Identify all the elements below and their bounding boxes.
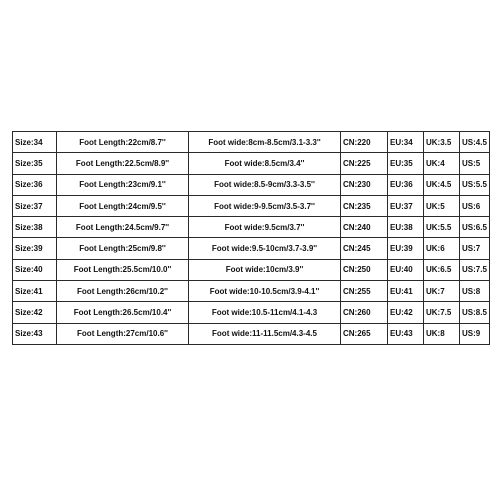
- foot-width-cell: Foot wide:10.5-11cm/4.1-4.3: [189, 302, 341, 323]
- eu-size-cell: EU:34: [388, 132, 424, 153]
- uk-size-cell: UK:5: [424, 195, 460, 216]
- uk-size-cell: UK:4.5: [424, 174, 460, 195]
- cn-size-cell: CN:235: [341, 195, 388, 216]
- us-size-cell: US:7.5: [460, 259, 490, 280]
- us-size-cell: US:4.5: [460, 132, 490, 153]
- uk-size-cell: UK:8: [424, 323, 460, 344]
- eu-size-cell: EU:38: [388, 217, 424, 238]
- table-row: [13, 195, 490, 216]
- foot-width-cell: Foot wide:9.5cm/3.7'': [189, 217, 341, 238]
- us-size-cell: US:8: [460, 281, 490, 302]
- us-size-cell: US:6: [460, 195, 490, 216]
- foot-width-cell: Foot wide:10-10.5cm/3.9-4.1'': [189, 281, 341, 302]
- foot-width-cell: Foot wide:8cm-8.5cm/3.1-3.3'': [189, 132, 341, 153]
- foot-width-cell: Foot wide:10cm/3.9'': [189, 259, 341, 280]
- foot-width-cell: Foot wide:8.5-9cm/3.3-3.5'': [189, 174, 341, 195]
- foot-width-cell: Foot wide:11-11.5cm/4.3-4.5: [189, 323, 341, 344]
- eu-size-cell: EU:42: [388, 302, 424, 323]
- size-cell: Size:34: [13, 132, 57, 153]
- size-cell: Size:35: [13, 153, 57, 174]
- foot-width-cell: Foot wide:9.5-10cm/3.7-3.9'': [189, 238, 341, 259]
- foot-length-cell: Foot Length:22.5cm/8.9'': [57, 153, 189, 174]
- size-cell: Size:42: [13, 302, 57, 323]
- cn-size-cell: CN:265: [341, 323, 388, 344]
- size-cell: Size:43: [13, 323, 57, 344]
- table-row: [13, 281, 490, 302]
- uk-size-cell: UK:5.5: [424, 217, 460, 238]
- table-row: [13, 217, 490, 238]
- size-chart-body: [13, 132, 490, 345]
- table-row: [13, 153, 490, 174]
- foot-length-cell: Foot Length:24cm/9.5'': [57, 195, 189, 216]
- us-size-cell: US:7: [460, 238, 490, 259]
- table-row: [13, 132, 490, 153]
- cn-size-cell: CN:245: [341, 238, 388, 259]
- cn-size-cell: CN:230: [341, 174, 388, 195]
- us-size-cell: US:8.5: [460, 302, 490, 323]
- cn-size-cell: CN:250: [341, 259, 388, 280]
- size-cell: Size:41: [13, 281, 57, 302]
- size-chart-table: [12, 131, 490, 345]
- uk-size-cell: UK:7.5: [424, 302, 460, 323]
- eu-size-cell: EU:35: [388, 153, 424, 174]
- size-cell: Size:36: [13, 174, 57, 195]
- size-cell: Size:37: [13, 195, 57, 216]
- cn-size-cell: CN:225: [341, 153, 388, 174]
- foot-length-cell: Foot Length:23cm/9.1'': [57, 174, 189, 195]
- table-row: [13, 323, 490, 344]
- uk-size-cell: UK:4: [424, 153, 460, 174]
- foot-width-cell: Foot wide:9-9.5cm/3.5-3.7'': [189, 195, 341, 216]
- us-size-cell: US:9: [460, 323, 490, 344]
- foot-length-cell: Foot Length:26cm/10.2'': [57, 281, 189, 302]
- foot-length-cell: Foot Length:27cm/10.6'': [57, 323, 189, 344]
- eu-size-cell: EU:37: [388, 195, 424, 216]
- size-cell: Size:40: [13, 259, 57, 280]
- cn-size-cell: CN:220: [341, 132, 388, 153]
- uk-size-cell: UK:6: [424, 238, 460, 259]
- table-row: [13, 174, 490, 195]
- size-cell: Size:39: [13, 238, 57, 259]
- foot-length-cell: Foot Length:24.5cm/9.7'': [57, 217, 189, 238]
- us-size-cell: US:6.5: [460, 217, 490, 238]
- eu-size-cell: EU:39: [388, 238, 424, 259]
- foot-width-cell: Foot wide:8.5cm/3.4'': [189, 153, 341, 174]
- cn-size-cell: CN:260: [341, 302, 388, 323]
- eu-size-cell: EU:40: [388, 259, 424, 280]
- table-row: [13, 259, 490, 280]
- foot-length-cell: Foot Length:25.5cm/10.0'': [57, 259, 189, 280]
- us-size-cell: US:5.5: [460, 174, 490, 195]
- eu-size-cell: EU:36: [388, 174, 424, 195]
- table-row: [13, 302, 490, 323]
- cn-size-cell: CN:255: [341, 281, 388, 302]
- cn-size-cell: CN:240: [341, 217, 388, 238]
- uk-size-cell: UK:6.5: [424, 259, 460, 280]
- foot-length-cell: Foot Length:25cm/9.8'': [57, 238, 189, 259]
- table-row: [13, 238, 490, 259]
- foot-length-cell: Foot Length:22cm/8.7'': [57, 132, 189, 153]
- size-cell: Size:38: [13, 217, 57, 238]
- us-size-cell: US:5: [460, 153, 490, 174]
- foot-length-cell: Foot Length:26.5cm/10.4'': [57, 302, 189, 323]
- uk-size-cell: UK:7: [424, 281, 460, 302]
- uk-size-cell: UK:3.5: [424, 132, 460, 153]
- eu-size-cell: EU:41: [388, 281, 424, 302]
- eu-size-cell: EU:43: [388, 323, 424, 344]
